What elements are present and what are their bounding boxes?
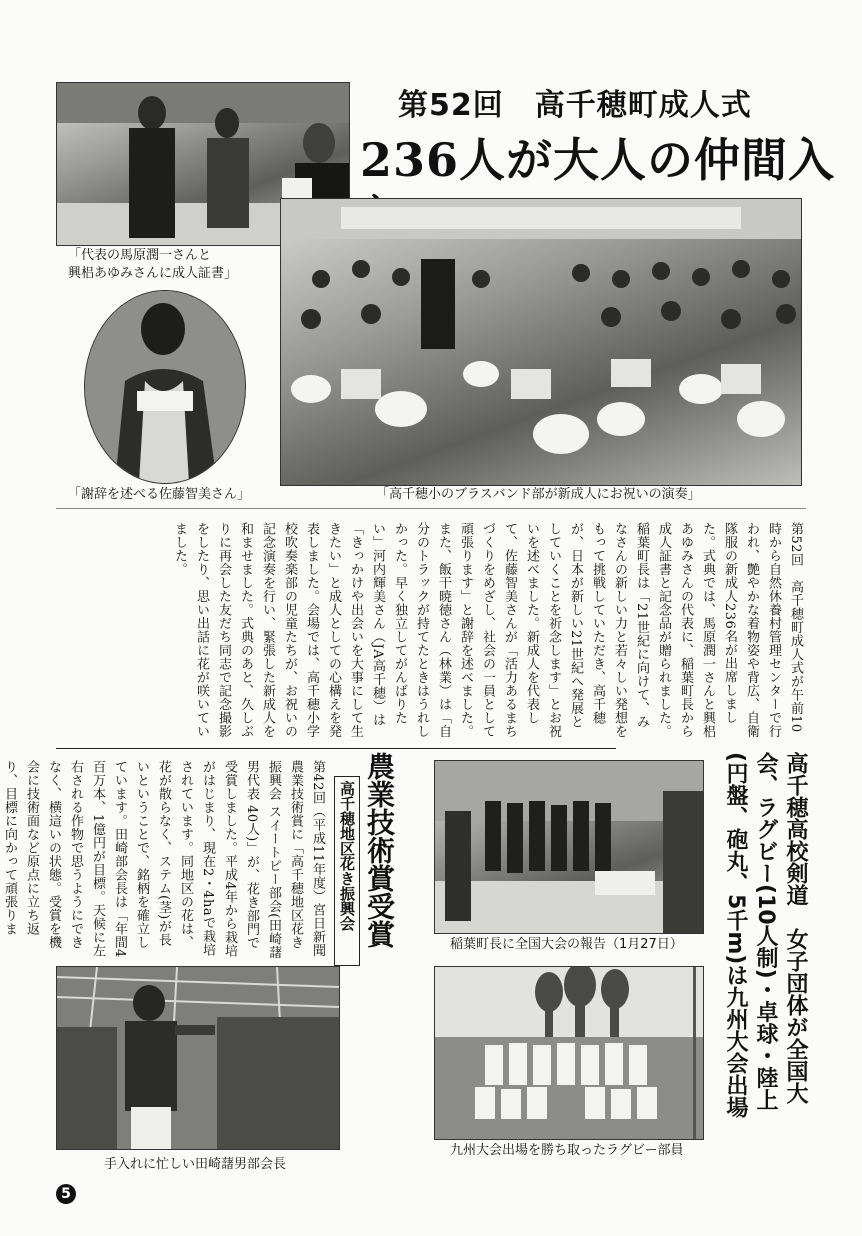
caption-greenhouse: 手入れに忙しい田崎藷男部会長 bbox=[104, 1157, 287, 1172]
caption-report: 稲葉町長に全国大会の報告（1月27日） bbox=[450, 937, 683, 952]
section-divider-top bbox=[56, 508, 806, 509]
article-body: 第52回 高千穂町成人式が午前10時から自然休養村管理センターで行われ、艶やかな着物姿や背広、自衛隊服の新成人236名が出席しました。式典では、馬原潤一さんと興梠あゆみさんの代表に、稲葉町長から成人証書と記念品が贈られました。稲葉町長は「21世紀に向けて、みなさんの新しい力と若々しい発想をもって挑戦していただき、高千穂が、日本が新しい21世紀へ発展としていくことを祈念します」とお祝いを述べました。新成人を代表して、佐藤智美さんが「活力あるまちづくりをめざし、社会の一員として頑張ります」と謝辞を述べました。また、飯干暁徳さん（林業）は「自分のトラックが持てたときはうれしかった。早く独立してがんばりたい」河内輝美さん（JA高千穂）は「きっかけや出会いを大事にして生きたい」と成人としての心構えを発表しました。会場では、高千穂小学校吹奏楽部の児童たちが、お祝いの記念演奏を行い、緊張した新成人を和ませました。式典のあと、久しぶりに再会した友だち同志で記念撮影をしたり、思い出話に花が咲いていました。 bbox=[172, 522, 803, 738]
article-title: 236人が大人の仲間入 bbox=[360, 133, 836, 187]
agri-subheadline: 高千穂地区花き振興会 bbox=[334, 776, 360, 966]
photo-report-to-mayor bbox=[434, 760, 704, 934]
caption-rugby: 九州大会出場を勝ち取ったラグビー部員 bbox=[450, 1143, 684, 1158]
article-subtitle: 第52回 高千穂町成人式 bbox=[398, 88, 752, 123]
agri-headline: 農業技術賞受賞 bbox=[363, 752, 396, 948]
photo-speech bbox=[84, 290, 246, 484]
page-number: 5 bbox=[56, 1184, 76, 1204]
photo-greenhouse bbox=[56, 966, 340, 1150]
photo-rugby-team bbox=[434, 966, 704, 1140]
caption-speech: 「謝辞を述べる佐藤智美さん」 bbox=[68, 487, 251, 502]
caption-brass-band: 「高千穂小のブラスバンド部が新成人にお祝いの演奏」 bbox=[376, 487, 701, 502]
agri-body: 第42回（平成11年度）宮日新聞農業技術賞に「高千穂地区花き振興会 スイートピー部会(田崎藷男代表 40人)」が、花き部門で受賞しました。平成4年から栽培がはじまり、現在2・4haで栽培されています。同地区の花は、花が散らなく、ステム(茎)が長いということで、銘柄を確立しています。田崎部会長は「年間4百万本、1億円が目標。天候に左右される作物で思うようにできなく、横這いの状態。受賞を機会に技術面など原点に立ち返り、目標に向かって頑張りま bbox=[2, 760, 325, 960]
photo-brass-band bbox=[280, 198, 802, 486]
sports-headline: 高千穂高校剣道 女子団体が全国大会、ラグビー(10人制)・卓球・陸上(円盤、砲丸、5千m)は九州大会出場 bbox=[723, 752, 808, 1119]
caption-certificate: 「代表の馬原潤一さんと 興梠あゆみさんに成人証書」 bbox=[68, 248, 238, 281]
section-divider bbox=[56, 748, 616, 749]
